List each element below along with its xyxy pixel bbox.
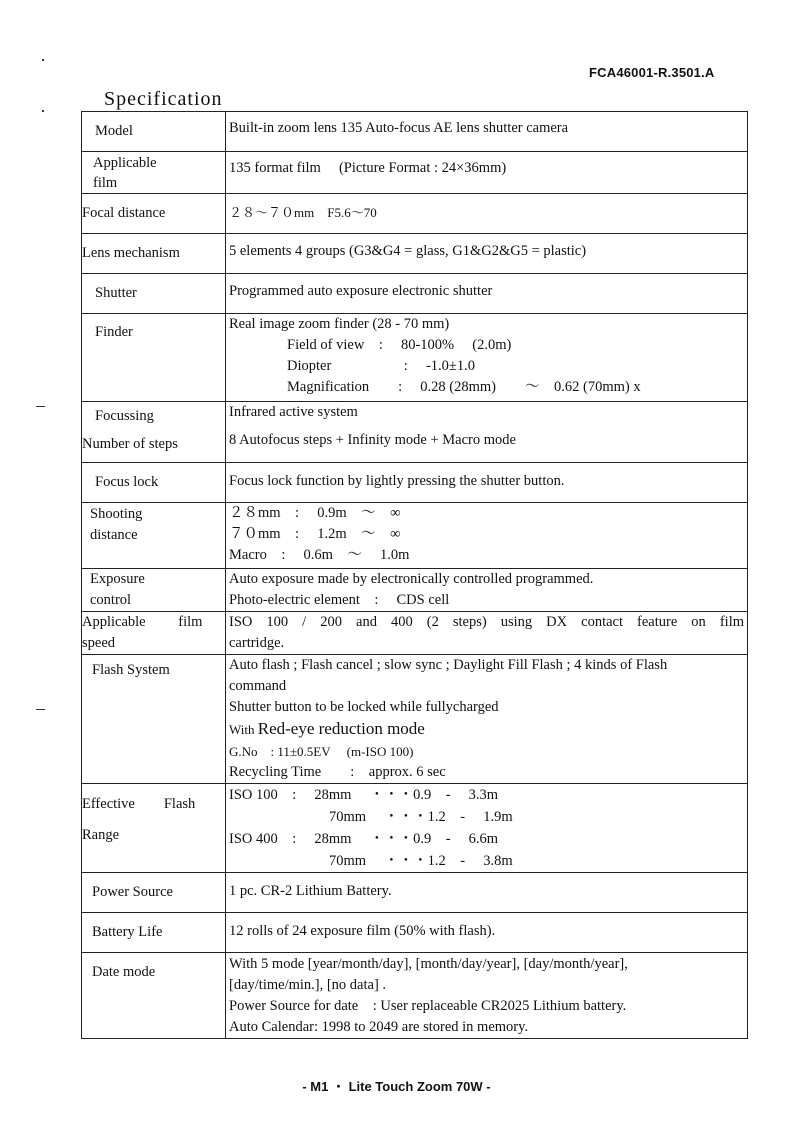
value-battery: 12 rolls of 24 exposure film (50% with flash). bbox=[229, 923, 496, 939]
row-focal bbox=[82, 194, 748, 234]
row-model bbox=[82, 112, 748, 152]
label-speed: speed bbox=[82, 635, 116, 651]
label-battery: Battery Life bbox=[92, 924, 163, 940]
date-line-4: Auto Calendar: 1998 to 2049 are stored in memory. bbox=[229, 1019, 529, 1035]
value-film: 135 format film (Picture Format : 24×36mm) bbox=[229, 160, 507, 176]
label-lens: Lens mechanism bbox=[82, 245, 180, 261]
flash-line-6: Recycling Time : approx. 6 sec bbox=[229, 764, 446, 780]
label-focal: Focal distance bbox=[82, 205, 166, 221]
range-line-2: 70mm ・・・1.2 - 1.9m bbox=[329, 809, 513, 825]
date-line-3: Power Source for date : User replaceable CR2025 Lithium battery. bbox=[229, 998, 627, 1014]
speed-line-2: cartridge. bbox=[229, 635, 285, 651]
value-lens: 5 elements 4 groups (G3&G4 = glass, G1&G2&G5 = plastic) bbox=[229, 243, 587, 259]
flash-line-4-text: Red-eye reduction mode bbox=[257, 719, 425, 738]
label-control: control bbox=[90, 592, 132, 608]
focussing-line-1: Infrared active system bbox=[229, 404, 358, 420]
finder-line-1: Real image zoom finder (28 - 70 mm) bbox=[229, 316, 450, 332]
row-lens bbox=[82, 234, 748, 274]
page-title: Specification bbox=[104, 88, 223, 110]
row-exposure bbox=[82, 569, 748, 612]
shooting-line-3: Macro : 0.6m ～ 1.0m bbox=[229, 547, 410, 563]
label-number-of-steps: Number of steps bbox=[82, 436, 178, 452]
row-focussing bbox=[82, 402, 748, 463]
row-shooting bbox=[82, 503, 748, 569]
row-focus-lock bbox=[82, 463, 748, 503]
label-focussing: Focussing bbox=[95, 408, 154, 424]
label-focus-lock: Focus lock bbox=[95, 474, 159, 490]
label-date: Date mode bbox=[92, 964, 156, 980]
exposure-line-1: Auto exposure made by electronically controlled programmed. bbox=[229, 571, 594, 587]
value-model: Built-in zoom lens 135 Auto-focus AE lens shutter camera bbox=[229, 120, 569, 136]
shooting-line-2: ７０mm : 1.2m ～ ∞ bbox=[229, 526, 401, 542]
label-film-2: film bbox=[93, 175, 118, 191]
document-id: FCA46001-R.3501.A bbox=[589, 65, 715, 80]
row-shutter bbox=[82, 274, 748, 314]
label-effective-flash: Effective Flash bbox=[82, 796, 196, 812]
flash-line-1: Auto flash ; Flash cancel ; slow sync ; Daylight Fill Flash ; 4 kinds of Flash bbox=[229, 657, 668, 673]
shooting-line-1: ２８mm : 0.9m ～ ∞ bbox=[229, 505, 401, 521]
row-date bbox=[82, 953, 748, 1039]
finder-line-3: Diopter : -1.0±1.0 bbox=[287, 358, 475, 374]
label-model: Model bbox=[95, 123, 133, 139]
label-finder: Finder bbox=[95, 324, 133, 340]
label-flash: Flash System bbox=[92, 662, 170, 678]
value-focus-lock: Focus lock function by lightly pressing the shutter button. bbox=[229, 473, 565, 489]
label-range: Range bbox=[82, 827, 120, 843]
margin-mark bbox=[36, 406, 45, 407]
label-exposure: Exposure bbox=[90, 571, 145, 587]
margin-mark bbox=[42, 59, 44, 61]
focussing-line-2: 8 Autofocus steps + Infinity mode + Macro mode bbox=[229, 432, 516, 448]
margin-mark bbox=[42, 110, 44, 112]
row-range bbox=[82, 784, 748, 873]
date-line-1: With 5 mode [year/month/day], [month/day/year], [day/month/year], bbox=[229, 956, 628, 972]
label-film-1: Applicable bbox=[93, 155, 157, 171]
value-power: 1 pc. CR-2 Lithium Battery. bbox=[229, 883, 392, 899]
flash-line-3: Shutter button to be locked while fullycharged bbox=[229, 699, 499, 715]
margin-mark bbox=[36, 709, 45, 710]
date-line-2: [day/time/min.], [no data] . bbox=[229, 977, 387, 993]
label-shooting: Shooting bbox=[90, 506, 143, 522]
row-power bbox=[82, 873, 748, 913]
row-flash bbox=[82, 655, 748, 784]
finder-line-2: Field of view : 80-100% (2.0m) bbox=[287, 337, 512, 353]
speed-line-1: ISO 100 / 200 and 400 (2 steps) using DX contact feature on film bbox=[229, 614, 744, 630]
specification-table bbox=[81, 111, 748, 1039]
row-speed bbox=[82, 612, 748, 655]
page-footer: - M1 ・ Lite Touch Zoom 70W - bbox=[302, 1079, 491, 1094]
range-line-3: ISO 400 : 28mm ・・・0.9 - 6.6m bbox=[229, 831, 499, 847]
finder-line-4: Magnification : 0.28 (28mm) ～ 0.62 (70mm) x bbox=[287, 379, 641, 395]
value-shutter: Programmed auto exposure electronic shutter bbox=[229, 283, 493, 299]
row-finder bbox=[82, 314, 748, 402]
label-applicable-film: Applicable film bbox=[82, 614, 203, 630]
row-film bbox=[82, 152, 748, 194]
flash-line-4-prefix: With bbox=[229, 722, 258, 737]
label-shutter: Shutter bbox=[95, 285, 137, 301]
label-distance: distance bbox=[90, 527, 138, 543]
range-line-4: 70mm ・・・1.2 - 3.8m bbox=[329, 853, 513, 869]
flash-line-2: command bbox=[229, 678, 287, 694]
flash-line-5: G.No : 11±0.5EV (m-ISO 100) bbox=[229, 744, 414, 759]
range-line-1: ISO 100 : 28mm ・・・0.9 - 3.3m bbox=[229, 787, 499, 803]
exposure-line-2: Photo-electric element : CDS cell bbox=[229, 592, 450, 608]
row-battery bbox=[82, 913, 748, 953]
value-focal: ２８～７０mm F5.6～70 bbox=[229, 205, 377, 220]
flash-line-4 bbox=[229, 718, 744, 741]
label-power: Power Source bbox=[92, 884, 173, 900]
